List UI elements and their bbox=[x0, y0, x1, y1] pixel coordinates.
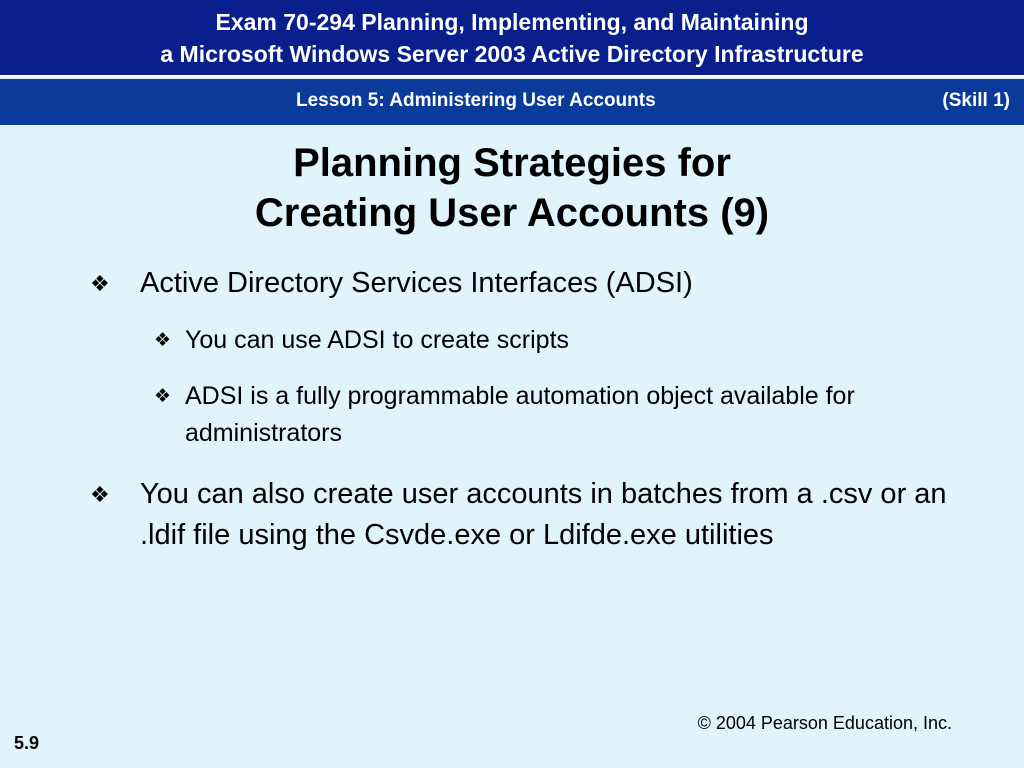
bullet-text: Active Directory Services Interfaces (ADSI) bbox=[140, 267, 693, 299]
sub-bullet-automation bbox=[154, 378, 945, 452]
lesson-bar bbox=[0, 79, 1024, 125]
sub-bullet-scripts bbox=[154, 322, 945, 359]
diamond-bullet-icon: ❖ bbox=[90, 482, 110, 507]
diamond-bullet-icon: ❖ bbox=[154, 386, 172, 407]
bullet-batch-import bbox=[90, 474, 970, 556]
sub-bullet-text: ADSI is a fully programmable automation object available for administrators bbox=[185, 382, 855, 447]
exam-header bbox=[0, 0, 1024, 77]
slide-number: 5.9 bbox=[14, 733, 40, 753]
exam-title-line2: a Microsoft Windows Server 2003 Active Directory Infrastructure bbox=[160, 41, 864, 67]
slide-title bbox=[0, 138, 1024, 238]
sub-bullet-text: You can use ADSI to create scripts bbox=[185, 326, 570, 354]
lesson-title: Lesson 5: Administering User Accounts bbox=[296, 90, 656, 111]
skill-label: (Skill 1) bbox=[942, 90, 1010, 111]
diamond-bullet-icon: ❖ bbox=[90, 271, 110, 296]
slide-title-line2: Creating User Accounts (9) bbox=[254, 191, 770, 235]
bullet-adsi bbox=[90, 263, 960, 304]
slide-title-line1: Planning Strategies for bbox=[293, 141, 731, 185]
bullet-text: You can also create user accounts in batches from a .csv or an .ldif file using the Csvde.exe or Ldifde.exe utilities bbox=[140, 478, 947, 551]
exam-title-line1: Exam 70-294 Planning, Implementing, and Maintaining bbox=[215, 9, 809, 35]
diamond-bullet-icon: ❖ bbox=[154, 330, 172, 351]
copyright: © 2004 Pearson Education, Inc. bbox=[697, 713, 952, 733]
